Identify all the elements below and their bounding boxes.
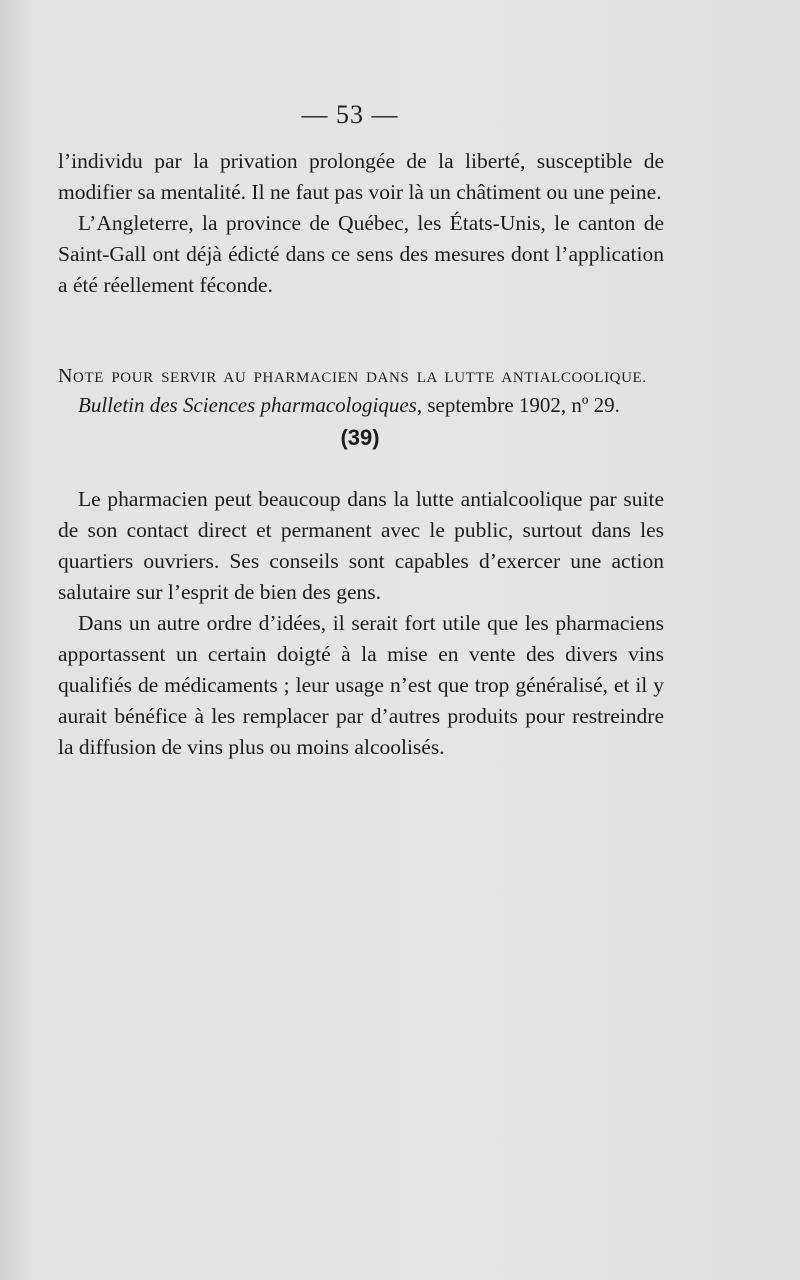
citation-heading-text: OTE POUR SERVIR AU PHARMACIEN DANS LA LUTTE ANTIALCOOLIQUE. — [73, 370, 647, 386]
citation-heading — [58, 365, 666, 389]
text-block-top — [58, 146, 664, 301]
text-block-bottom — [58, 484, 664, 763]
entry-number: (39) — [340, 425, 380, 450]
citation-details: , septembre 1902, nº 29. — [416, 393, 620, 417]
citation-heading-initial: N — [58, 365, 74, 387]
page-number: — 53 — — [301, 100, 399, 129]
citation-journal: Bulletin des Sciences pharmacologiques — [78, 393, 417, 417]
paragraph-pharmacien: Le pharmacien peut beaucoup dans la lutte antialcoolique par suite de son contact direct et permanent avec le public, surtout dans les quartiers ouvriers. Ses conseils sont capables d’exercer une action salutaire sur l’esprit de bien des gens. — [58, 487, 664, 604]
paragraph-continuation: l’individu par la privation prolongée de la liberté, susceptible de modifier sa mentalité. Il ne faut pas voir là un châtiment ou une peine. — [58, 149, 664, 204]
paragraph-angleterre: L’Angleterre, la province de Québec, les États-Unis, le canton de Saint-Gall ont déjà édicté dans ce sens des mesures dont l’application a été réellement féconde. — [58, 211, 664, 297]
bibliographic-citation — [58, 365, 666, 421]
citation-source — [58, 389, 666, 421]
paragraph-autre-ordre: Dans un autre ordre d’idées, il serait fort utile que les pharmaciens apportassent un certain doigté à la mise en vente des divers vins qualifiés de médicaments ; leur usage n’est que trop généralisé, et il y aurait bénéfice à les remplacer par d’autres produits pour restreindre la diffusion de vins plus ou moins alcoolisés. — [58, 611, 664, 759]
